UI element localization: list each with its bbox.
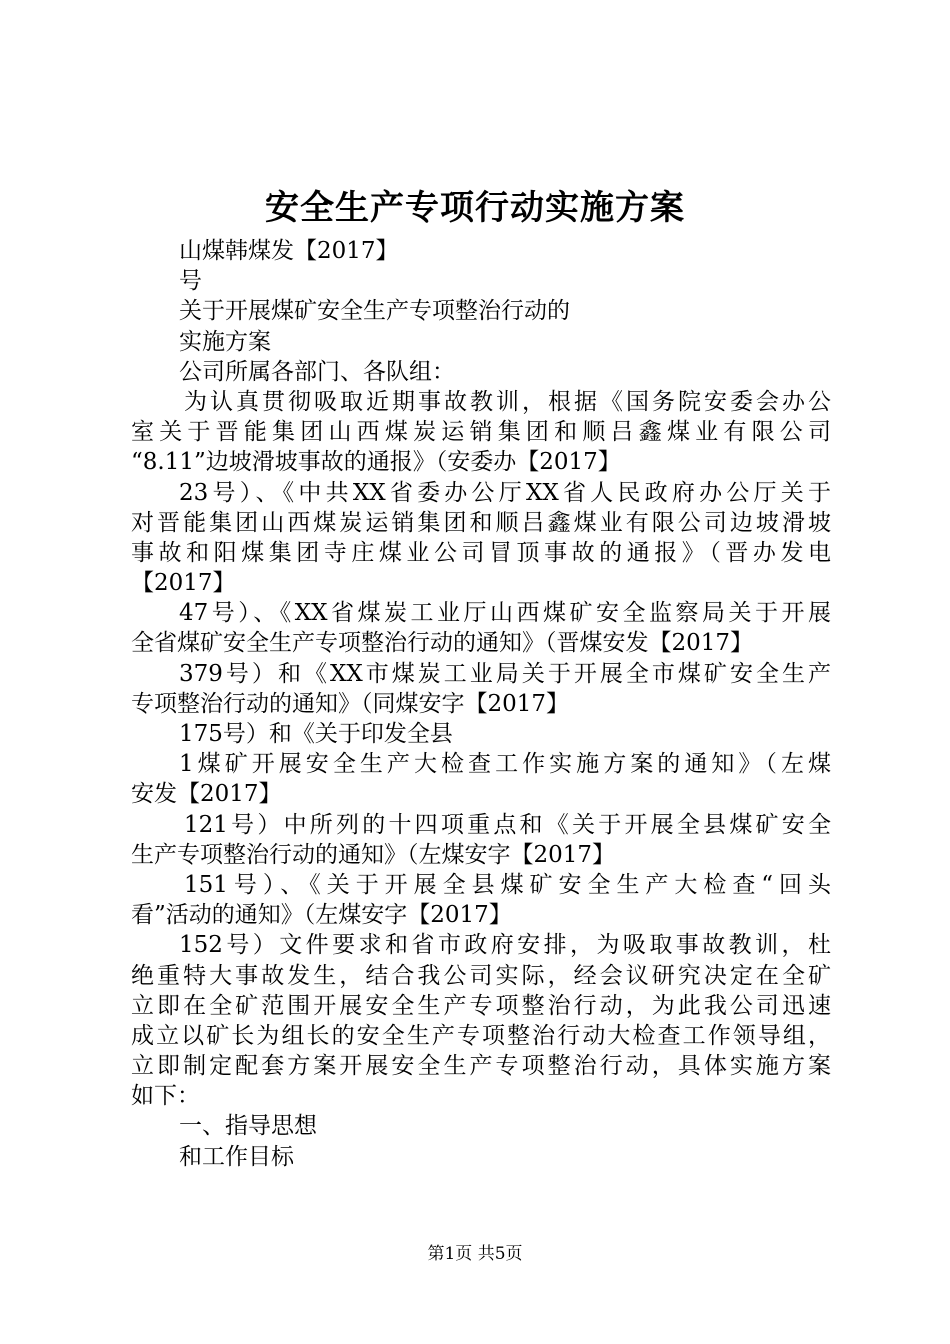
paragraph-line: 175号）和《关于印发全县: [179, 721, 453, 747]
paragraph-line: 室关于晋能集团山西煤炭运销集团和顺吕鑫煤业有限公司: [131, 419, 831, 446]
paragraph-line: 1煤矿开展安全生产大检查工作实施方案的通知》（左煤: [179, 751, 831, 778]
paragraph-line: 152号）文件要求和省市政府安排，为吸取事故教训，杜: [179, 932, 831, 959]
paragraph-line: 【2017】: [131, 570, 236, 597]
paragraph-line: 121号）中所列的十四项重点和《关于开展全县煤矿安全: [184, 811, 831, 838]
paragraph-line: 立即制定配套方案开展安全生产专项整治行动，具体实施方案: [131, 1053, 831, 1080]
section-heading-1-cont: 和工作目标: [179, 1143, 294, 1170]
paragraph-line: 生产专项整治行动的通知》（左煤安字【2017】: [131, 841, 616, 868]
paragraph-line: 如下：: [131, 1083, 200, 1110]
paragraph-line: 379号）和《XX市煤炭工业局关于开展全市煤矿安全生产: [179, 660, 831, 687]
paragraph-line: 151号）、《关于开展全县煤矿安全生产大检查“回头: [184, 871, 831, 898]
paragraph-line: 成立以矿长为组长的安全生产专项整治行动大检查工作领导组，: [131, 1022, 831, 1049]
addressee-line: 公司所属各部门、各队组：: [179, 358, 455, 385]
paragraph-line: 全省煤矿安全生产专项整治行动的通知》（晋煤安发【2017】: [131, 630, 754, 657]
subtitle-line-2: 实施方案: [179, 328, 271, 355]
doc-number-suffix: 号: [179, 268, 202, 295]
doc-number-line: 山煤韩煤发【2017】: [179, 238, 399, 264]
paragraph-line: 事故和阳煤集团寺庄煤业公司冒顶事故的通报》（晋办发电: [131, 539, 831, 566]
paragraph-line: 对晋能集团山西煤炭运销集团和顺吕鑫煤业有限公司边坡滑坡: [131, 509, 831, 536]
paragraph-line: 绝重特大事故发生，结合我公司实际，经会议研究决定在全矿: [131, 962, 831, 989]
section-heading-1: 一、指导思想: [179, 1113, 317, 1140]
paragraph-line: “8.11”边坡滑坡事故的通报》（安委办【2017】: [131, 449, 621, 476]
paragraph-line: 为认真贯彻吸取近期事故教训，根据《国务院安委会办公: [184, 388, 831, 415]
document-title: 安全生产专项行动实施方案: [265, 188, 685, 228]
paragraph-line: 47号）、《XX省煤炭工业厅山西煤矿安全监察局关于开展: [179, 600, 831, 627]
paragraph-line: 立即在全矿范围开展安全生产专项整治行动，为此我公司迅速: [131, 992, 831, 1019]
paragraph-line: 专项整治行动的通知》（同煤安字【2017】: [131, 690, 570, 717]
page-number-footer: 第1页 共5页: [427, 1244, 523, 1264]
document-body: [131, 236, 831, 1172]
paragraph-line: 23号）、《中共XX省委办公厅XX省人民政府办公厅关于: [179, 479, 831, 506]
subtitle-line-1: 关于开展煤矿安全生产专项整治行动的: [179, 298, 570, 325]
paragraph-line: 安发【2017】: [131, 781, 282, 808]
paragraph-line: 看”活动的通知》（左煤安字【2017】: [131, 902, 512, 929]
